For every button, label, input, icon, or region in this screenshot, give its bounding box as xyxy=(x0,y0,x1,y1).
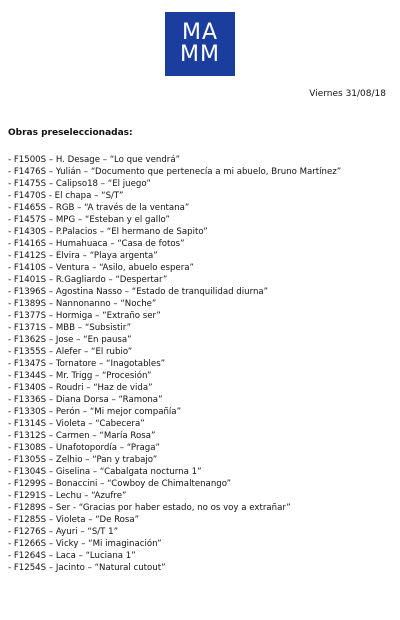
list-item: - F1291S – Lechu – “Azufre” xyxy=(8,491,127,501)
list-item: - F1347S – Tornatore – “Inagotables” xyxy=(8,359,166,369)
list-item: - F1276S – Ayuri – “S/T 1” xyxy=(8,527,119,537)
list-item: - F1312S – Carmen – “María Rosa” xyxy=(8,431,156,441)
list-item: - F1285S – Violeta – “De Rosa” xyxy=(8,515,140,525)
list-item: - F1401S – R.Gagliardo – “Despertar” xyxy=(8,275,168,285)
list-item: - F1396S – Agostina Nasso – “Estado de tranquilidad diurna” xyxy=(8,287,269,297)
list-item: - F1430S – P.Palacios – “El hermano de Sapito” xyxy=(8,227,208,237)
list-item: - F1344S – Mr. Trigg – “Procesión” xyxy=(8,371,152,381)
list-item: - F1465S – RGB – “A través de la ventana” xyxy=(8,203,190,213)
list-item: - F1314S – Violeta – “Cabecera” xyxy=(8,419,145,429)
mamm-logo xyxy=(165,12,235,76)
list-item: - F1308S – Unafotopordía – “Praga” xyxy=(8,443,160,453)
list-item: - F1476S – Yulián – “Documento que pertenecía a mi abuelo, Bruno Martínez” xyxy=(8,167,342,177)
list-item: - F1470S - El chapa – “S/T” xyxy=(8,191,124,201)
list-item: - F1340S – Roudri – “Haz de vida” xyxy=(8,383,153,393)
list-item: - F1457S – MPG – “Esteban y el gallo” xyxy=(8,215,170,225)
list-item: - F1254S – Jacinto – “Natural cutout” xyxy=(8,563,166,573)
list-item: - F1304S – Giselina – “Cabalgata nocturna 1” xyxy=(8,467,202,477)
list-item: - F1377S – Hormiga – “Extraño ser” xyxy=(8,311,161,321)
list-item: - F1416S – Humahuaca – “Casa de fotos” xyxy=(8,239,185,249)
list-item: - F1371S – MBB – “Subsistir” xyxy=(8,323,132,333)
list-item: - F1412S – Elvira – “Playa argenta” xyxy=(8,251,158,261)
logo-line-1: MA xyxy=(181,20,219,45)
logo-line-2: MM xyxy=(180,42,220,67)
document-date: Viernes 31/08/18 xyxy=(309,89,386,99)
list-item: - F1362S – Jose – “En pausa” xyxy=(8,335,132,345)
list-item: - F1330S – Perón – “Mi mejor compañía” xyxy=(8,407,182,417)
list-item: - F1264S – Laca – “Luciana 1” xyxy=(8,551,136,561)
list-heading: Obras preseleccionadas: xyxy=(8,128,133,138)
list-item: - F1475S – Calipso18 – “El juego” xyxy=(8,179,151,189)
list-item: - F1305S – Zelhio – “Pan y trabajo” xyxy=(8,455,158,465)
list-item: - F1336S – Diana Dorsa – “Ramona” xyxy=(8,395,163,405)
list-item: - F1410S – Ventura – “Asilo, abuelo espera” xyxy=(8,263,194,273)
list-item: - F1355S – Alefer – “El rubio” xyxy=(8,347,133,357)
list-item: - F1389S – Nannonanno – “Noche” xyxy=(8,299,157,309)
list-item: - F1289S – Ser - “Gracias por haber estado, no os voy a extrañar” xyxy=(8,503,291,513)
list-item: - F1266S – Vicky – “Mi imaginación” xyxy=(8,539,162,549)
preselected-works-list xyxy=(8,154,341,574)
list-item: - F1500S – H. Desage – “Lo que vendrá” xyxy=(8,155,181,165)
list-item: - F1299S – Bonaccini – “Cowboy de Chimaltenango” xyxy=(8,479,232,489)
